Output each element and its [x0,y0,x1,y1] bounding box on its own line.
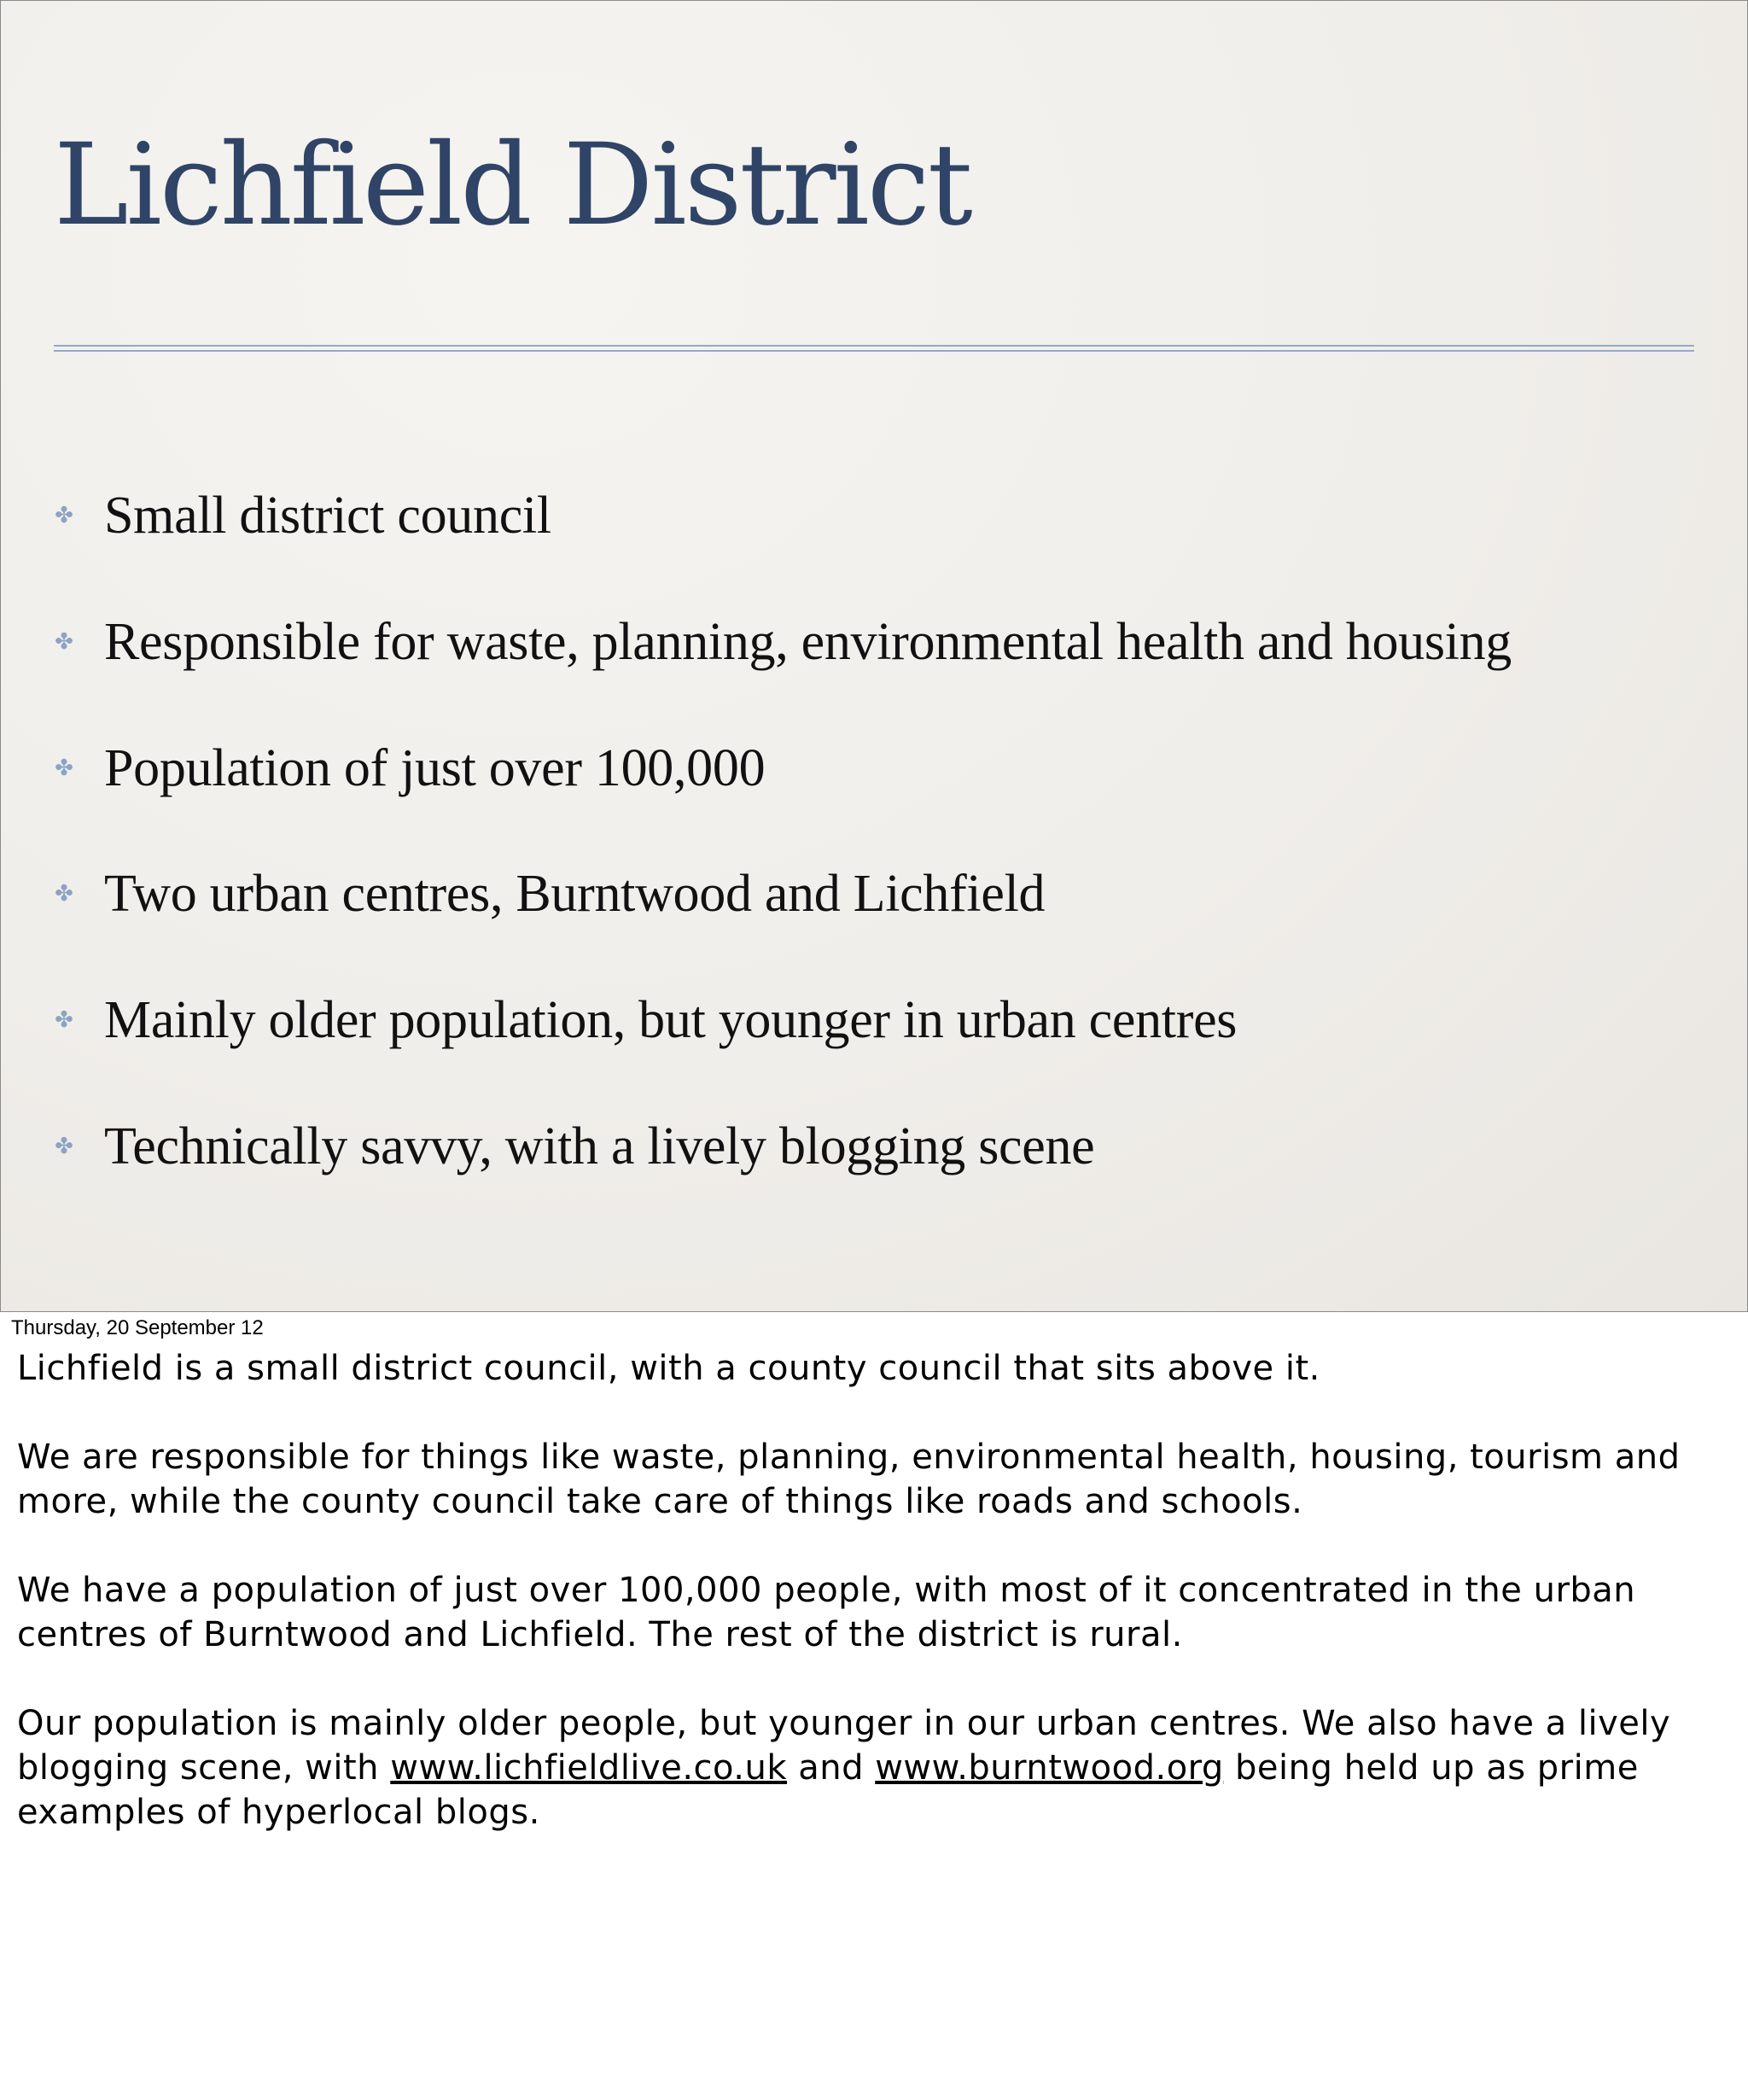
bullet-list [1,1,1747,1311]
bullet-text: Population of just over 100,000 [104,738,766,797]
bullet-text: Mainly older population, but younger in urban centres [104,990,1238,1049]
lichfieldlive-link[interactable]: www.lichfieldlive.co.uk [390,1748,788,1788]
note-text: being held up as prime examples of hyperlocal blogs. [17,1748,1639,1832]
bullet-text: Two urban centres, Burntwood and Lichfield [104,864,1046,923]
star-flourish-icon: ✤ [55,1007,73,1033]
bullet-item [52,855,1045,932]
bullet-item [52,477,551,554]
note-paragraph: We have a population of just over 100,000 people, with most of it concentrated in the urban centres of Burntwood and Lichfield. The rest of the district is rural. [17,1571,1636,1654]
star-flourish-icon: ✤ [55,881,73,907]
burntwood-link[interactable]: www.burntwood.org [875,1748,1224,1788]
note-paragraph: We are responsible for things like waste, planning, environmental health, housing, tourism and more, while the county council take care of things like roads and schools. [17,1438,1681,1521]
bullet-text: Responsible for waste, planning, environmental health and housing [104,612,1512,671]
bullet-item [52,1108,1094,1185]
bullet-text: Small district council [104,486,551,545]
bullet-item [52,982,1237,1059]
speaker-notes [17,1346,1741,1879]
bullet-text: Technically savvy, with a lively blogging scene [104,1117,1095,1175]
bullet-item [52,604,1512,680]
note-text: Our population is mainly older people, but younger in our urban centres. We also have a lively blogging scene, with [17,1704,1671,1788]
bullet-item [52,730,765,807]
star-flourish-icon: ✤ [55,755,73,781]
star-flourish-icon: ✤ [55,503,73,528]
slide-date: Thursday, 20 September 12 [11,1316,264,1339]
star-flourish-icon: ✤ [55,629,73,655]
note-paragraph: Lichfield is a small district council, with a county council that sits above it. [17,1349,1320,1388]
note-paragraph [17,1701,1741,1835]
note-text: and [787,1748,876,1788]
slide-title: Lichfield District [54,120,970,251]
star-flourish-icon: ✤ [55,1134,73,1159]
